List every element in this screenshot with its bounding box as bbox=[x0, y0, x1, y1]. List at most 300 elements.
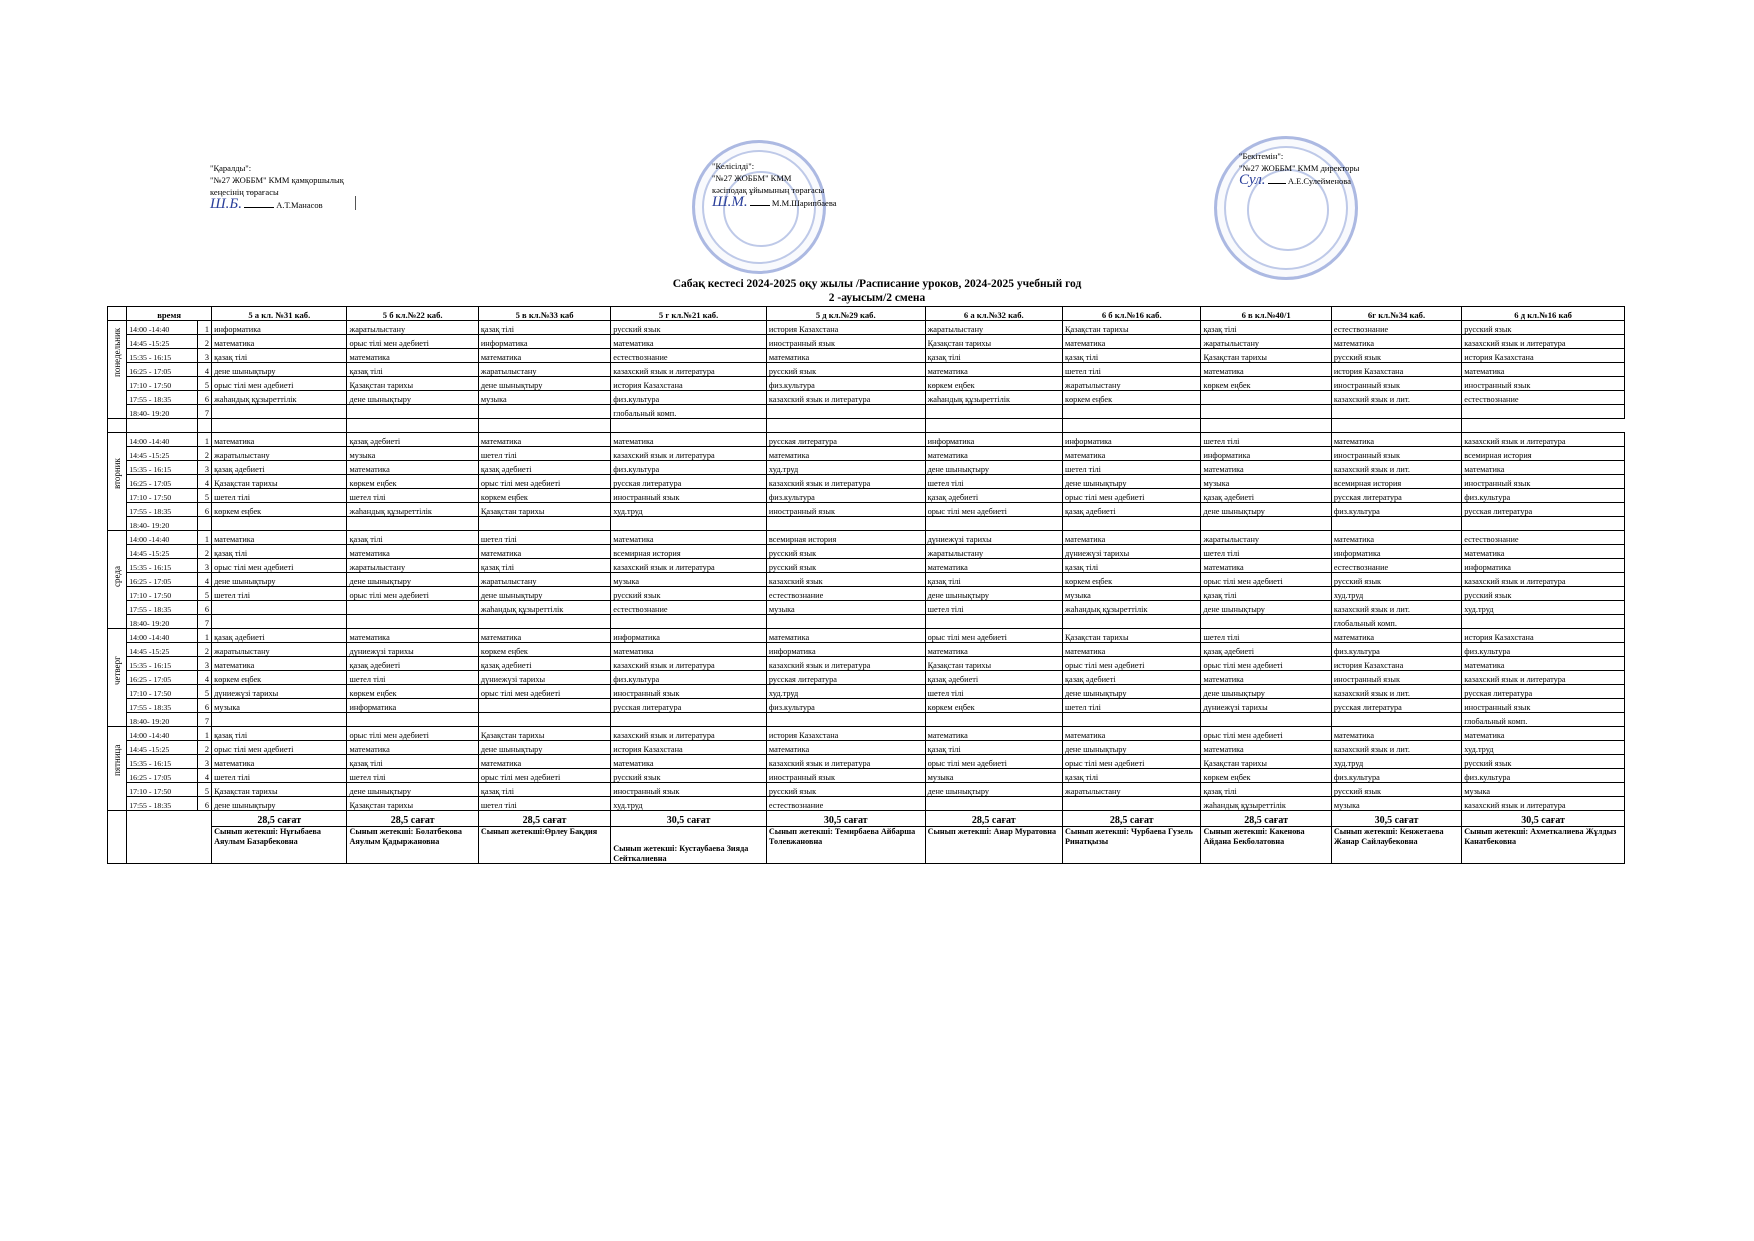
subject-cell: математика bbox=[212, 433, 347, 447]
subject-cell: шетел тілі bbox=[478, 531, 610, 545]
subject-cell: русский язык bbox=[766, 783, 925, 797]
subject-cell bbox=[766, 517, 925, 531]
subject-cell: история Казахстана bbox=[1331, 363, 1461, 377]
subject-cell: казахский язык и литература bbox=[611, 363, 767, 377]
subject-cell: естествознание bbox=[1462, 391, 1625, 405]
subject-cell: казахский язык и литература bbox=[766, 475, 925, 489]
signature-line bbox=[210, 198, 344, 211]
subject-cell: қазақ тілі bbox=[1063, 769, 1201, 783]
subject-cell: худ.труд bbox=[766, 685, 925, 699]
subject-cell: физ.культура bbox=[611, 671, 767, 685]
subject-cell: қазақ тілі bbox=[1201, 783, 1331, 797]
signature-line bbox=[1239, 174, 1359, 187]
subject-cell bbox=[611, 615, 767, 629]
subject-cell: қазақ тілі bbox=[478, 783, 610, 797]
subject-cell: русская литература bbox=[611, 475, 767, 489]
day-cell bbox=[108, 727, 127, 811]
subject-cell: жаратылыстану bbox=[478, 363, 610, 377]
subject-cell: казахский язык и литература bbox=[1462, 797, 1625, 811]
subject-cell: математика bbox=[766, 349, 925, 363]
title-line-2: 2 -ауысым/2 смена bbox=[828, 292, 926, 304]
subject-cell: Қазақстан тарихы bbox=[1063, 321, 1201, 335]
subject-cell bbox=[212, 601, 347, 615]
subject-cell: дүниежүзі тарихы bbox=[347, 643, 478, 657]
subject-cell: музыка bbox=[1201, 475, 1331, 489]
subject-cell bbox=[766, 405, 925, 419]
subject-cell: Қазақстан тарихы bbox=[1063, 629, 1201, 643]
subject-cell: математика bbox=[1201, 741, 1331, 755]
subject-cell: көркем еңбек bbox=[347, 475, 478, 489]
subject-cell: қазақ әдебиеті bbox=[212, 629, 347, 643]
class-header: 5 а кл. №31 каб. bbox=[212, 307, 347, 321]
class-teacher: Сынып жетекші: Ахметкалиева Жұлдыз Канатбековна bbox=[1462, 827, 1625, 864]
subject-cell: Қазақстан тарихы bbox=[347, 797, 478, 811]
subject-cell: математика bbox=[1063, 335, 1201, 349]
lesson-number: 2 bbox=[197, 335, 211, 349]
time-header: время bbox=[127, 307, 212, 321]
subject-cell: худ.труд bbox=[611, 503, 767, 517]
time-cell: 14:45 -15:25 bbox=[127, 335, 198, 349]
subject-cell: казахский язык и литература bbox=[1462, 573, 1625, 587]
subject-cell: Қазақстан тарихы bbox=[478, 727, 610, 741]
subject-cell: казахский язык и лит. bbox=[1331, 601, 1461, 615]
approval-line: кәсіподақ ұйымының төрағасы bbox=[712, 185, 825, 195]
subject-cell bbox=[925, 405, 1062, 419]
subject-cell: русская литература bbox=[766, 433, 925, 447]
subject-cell: көркем еңбек bbox=[1201, 769, 1331, 783]
approver-name: А.Е.Сулейменова bbox=[1287, 176, 1351, 186]
subject-cell: естествознание bbox=[766, 587, 925, 601]
day-label: пятница bbox=[112, 744, 123, 776]
subject-cell: қазақ тілі bbox=[212, 727, 347, 741]
time-cell: 18:40- 19:20 bbox=[127, 713, 198, 727]
subject-cell: қазақ тілі bbox=[347, 363, 478, 377]
signature: Ш.М. bbox=[712, 194, 748, 210]
subject-cell: қазақ тілі bbox=[478, 559, 610, 573]
schedule-body bbox=[108, 321, 1625, 811]
lesson-number: 5 bbox=[197, 489, 211, 503]
subject-cell: русский язык bbox=[1462, 321, 1625, 335]
subject-cell: қазақ әдебиеті bbox=[347, 657, 478, 671]
subject-cell: русский язык bbox=[1462, 587, 1625, 601]
subject-cell: дене шынықтыру bbox=[1201, 685, 1331, 699]
subject-cell: музыка bbox=[1331, 797, 1461, 811]
subject-cell: информатика bbox=[1462, 559, 1625, 573]
weekly-hours: 28,5 сағат bbox=[1201, 811, 1331, 827]
subject-cell: физ.культура bbox=[766, 377, 925, 391]
subject-cell: музыка bbox=[611, 573, 767, 587]
subject-cell: шетел тілі bbox=[212, 587, 347, 601]
class-header: 5 д кл.№29 каб. bbox=[766, 307, 925, 321]
subject-cell: русский язык bbox=[1462, 755, 1625, 769]
subject-cell: дене шынықтыру bbox=[212, 797, 347, 811]
time-cell: 15:35 - 16:15 bbox=[127, 461, 198, 475]
spacer-row bbox=[108, 419, 1625, 433]
subject-cell bbox=[478, 405, 610, 419]
lesson-number: 5 bbox=[197, 783, 211, 797]
header-row bbox=[108, 307, 1625, 321]
page-title bbox=[0, 277, 1754, 305]
subject-cell: математика bbox=[1201, 363, 1331, 377]
class-teacher: Сынып жетекші: Темирбаева Айбарша Толевжановна bbox=[766, 827, 925, 864]
subject-cell: шетел тілі bbox=[1201, 545, 1331, 559]
subject-cell: қазақ әдебиеті bbox=[1063, 503, 1201, 517]
class-teacher: Сынып жетекші: Анар Муратовна bbox=[925, 827, 1062, 864]
subject-cell: естествознание bbox=[766, 797, 925, 811]
subject-cell: глобальный комп. bbox=[1331, 615, 1461, 629]
subject-cell: математика bbox=[1462, 461, 1625, 475]
subject-cell: физ.культура bbox=[611, 461, 767, 475]
subject-cell: қазақ тілі bbox=[1063, 559, 1201, 573]
lesson-number: 3 bbox=[197, 559, 211, 573]
subject-cell: музыка bbox=[347, 447, 478, 461]
subject-cell: математика bbox=[611, 643, 767, 657]
subject-cell: худ.труд bbox=[611, 797, 767, 811]
subject-cell: дүниежүзі тарихы bbox=[925, 531, 1062, 545]
subject-cell: математика bbox=[478, 545, 610, 559]
weekly-hours: 30,5 сағат bbox=[1331, 811, 1461, 827]
time-cell: 14:45 -15:25 bbox=[127, 447, 198, 461]
subject-cell: математика bbox=[611, 433, 767, 447]
time-cell: 14:45 -15:25 bbox=[127, 545, 198, 559]
weekly-hours: 28,5 сағат bbox=[1063, 811, 1201, 827]
subject-cell: иностранный язык bbox=[766, 335, 925, 349]
approval-line: "Келісілді": bbox=[712, 161, 755, 171]
subject-cell: математика bbox=[347, 349, 478, 363]
time-cell: 15:35 - 16:15 bbox=[127, 657, 198, 671]
subject-cell: математика bbox=[1201, 559, 1331, 573]
subject-cell: қазақ тілі bbox=[1201, 587, 1331, 601]
time-cell: 14:00 -14:40 bbox=[127, 531, 198, 545]
time-cell: 14:00 -14:40 bbox=[127, 321, 198, 335]
lesson-row bbox=[108, 391, 1625, 405]
subject-cell: информатика bbox=[766, 643, 925, 657]
class-header: 6 в кл.№40/1 bbox=[1201, 307, 1331, 321]
subject-cell: жаратылыстану bbox=[347, 559, 478, 573]
subject-cell: музыка bbox=[1462, 783, 1625, 797]
day-label: понедельник bbox=[112, 327, 123, 377]
subject-cell: естествознание bbox=[1331, 321, 1461, 335]
time-cell: 16:25 - 17:05 bbox=[127, 671, 198, 685]
subject-cell: физ.культура bbox=[1462, 769, 1625, 783]
subject-cell: дүниежүзі тарихы bbox=[212, 685, 347, 699]
lesson-number: 3 bbox=[197, 755, 211, 769]
subject-cell: русский язык bbox=[1331, 783, 1461, 797]
subject-cell: орыс тілі мен әдебиеті bbox=[478, 685, 610, 699]
subject-cell: математика bbox=[1063, 531, 1201, 545]
subject-cell: шетел тілі bbox=[1063, 363, 1201, 377]
subject-cell: Қазақстан тарихы bbox=[212, 475, 347, 489]
subject-cell: математика bbox=[347, 545, 478, 559]
subject-cell: математика bbox=[925, 363, 1062, 377]
subject-cell: музыка bbox=[478, 391, 610, 405]
subject-cell: физ.культура bbox=[1331, 769, 1461, 783]
subject-cell: орыс тілі мен әдебиеті bbox=[347, 335, 478, 349]
lesson-row bbox=[108, 377, 1625, 391]
subject-cell: худ.труд bbox=[1462, 741, 1625, 755]
subject-cell: история Казахстана bbox=[766, 321, 925, 335]
subject-cell: дене шынықтыру bbox=[347, 783, 478, 797]
subject-cell: қазақ тілі bbox=[1201, 321, 1331, 335]
subject-cell: Қазақстан тарихы bbox=[212, 783, 347, 797]
subject-cell bbox=[1063, 615, 1201, 629]
subject-cell: қазақ әдебиеті bbox=[1201, 643, 1331, 657]
lesson-number: 5 bbox=[197, 377, 211, 391]
lesson-row bbox=[108, 335, 1625, 349]
time-cell: 17:55 - 18:35 bbox=[127, 797, 198, 811]
subject-cell: қазақ әдебиеті bbox=[1201, 489, 1331, 503]
subject-cell: дүниежүзі тарихы bbox=[1063, 545, 1201, 559]
lesson-row bbox=[108, 349, 1625, 363]
subject-cell: Қазақстан тарихы bbox=[925, 657, 1062, 671]
subject-cell: русская литература bbox=[1331, 699, 1461, 713]
subject-cell: математика bbox=[1331, 433, 1461, 447]
approval-line: кеңесінің төрағасы bbox=[210, 187, 279, 197]
subject-cell: қазақ әдебиеті bbox=[1063, 671, 1201, 685]
subject-cell: жаратылыстану bbox=[1063, 783, 1201, 797]
subject-cell: қазақ әдебиеті bbox=[925, 671, 1062, 685]
subject-cell bbox=[1462, 615, 1625, 629]
subject-cell: қазақ әдебиеті bbox=[212, 461, 347, 475]
subject-cell: казахский язык и литература bbox=[1462, 335, 1625, 349]
time-cell: 17:55 - 18:35 bbox=[127, 601, 198, 615]
subject-cell: казахский язык и литература bbox=[766, 755, 925, 769]
subject-cell: жаратылыстану bbox=[347, 321, 478, 335]
lesson-row bbox=[108, 657, 1625, 671]
subject-cell bbox=[1201, 517, 1331, 531]
subject-cell: математика bbox=[925, 447, 1062, 461]
subject-cell bbox=[1462, 517, 1625, 531]
time-cell: 17:55 - 18:35 bbox=[127, 503, 198, 517]
lesson-number: 3 bbox=[197, 657, 211, 671]
subject-cell: информатика bbox=[1063, 433, 1201, 447]
subject-cell: жаһандық құзыреттілік bbox=[478, 601, 610, 615]
subject-cell: казахский язык и литература bbox=[611, 447, 767, 461]
time-cell: 17:10 - 17:50 bbox=[127, 685, 198, 699]
lesson-row bbox=[108, 671, 1625, 685]
weekly-hours: 28,5 сағат bbox=[347, 811, 478, 827]
subject-cell: математика bbox=[1331, 335, 1461, 349]
subject-cell: орыс тілі мен әдебиеті bbox=[1063, 657, 1201, 671]
subject-cell: математика bbox=[347, 461, 478, 475]
subject-cell: всемирная история bbox=[611, 545, 767, 559]
subject-cell: русская литература bbox=[611, 699, 767, 713]
time-cell: 15:35 - 16:15 bbox=[127, 349, 198, 363]
lesson-number: 1 bbox=[197, 629, 211, 643]
subject-cell: математика bbox=[347, 629, 478, 643]
lesson-number: 6 bbox=[197, 601, 211, 615]
subject-cell: математика bbox=[1462, 727, 1625, 741]
class-teacher: Сынып жетекші: Кенжетаева Жанар Сайлаубековна bbox=[1331, 827, 1461, 864]
time-cell: 17:10 - 17:50 bbox=[127, 377, 198, 391]
subject-cell: иностранный язык bbox=[1331, 377, 1461, 391]
subject-cell: қазақ тілі bbox=[212, 545, 347, 559]
day-cell bbox=[108, 321, 127, 419]
subject-cell: иностранный язык bbox=[1331, 671, 1461, 685]
lesson-number: 5 bbox=[197, 685, 211, 699]
subject-cell: музыка bbox=[212, 699, 347, 713]
lesson-row bbox=[108, 769, 1625, 783]
lesson-number: 2 bbox=[197, 447, 211, 461]
approver-name: М.М.Шарипбаева bbox=[771, 198, 837, 208]
lesson-number: 6 bbox=[197, 797, 211, 811]
subject-cell: русский язык bbox=[766, 363, 925, 377]
subject-cell: история Казахстана bbox=[1462, 629, 1625, 643]
subject-cell: жаһандық құзыреттілік bbox=[1063, 601, 1201, 615]
subject-cell: дүниежүзі тарихы bbox=[478, 671, 610, 685]
subject-cell: глобальный комп. bbox=[611, 405, 767, 419]
subject-cell: қазақ әдебиеті bbox=[478, 461, 610, 475]
day-cell bbox=[108, 433, 127, 531]
day-label: среда bbox=[112, 565, 123, 587]
subject-cell: физ.культура bbox=[1462, 489, 1625, 503]
time-cell: 18:40- 19:20 bbox=[127, 517, 198, 531]
subject-cell bbox=[212, 405, 347, 419]
lesson-row bbox=[108, 503, 1625, 517]
subject-cell: всемирная история bbox=[1331, 475, 1461, 489]
lesson-number: 4 bbox=[197, 671, 211, 685]
subject-cell: математика bbox=[1462, 363, 1625, 377]
subject-cell bbox=[1331, 405, 1461, 419]
subject-cell bbox=[347, 405, 478, 419]
subject-cell: математика bbox=[611, 531, 767, 545]
hours-row bbox=[108, 811, 1625, 827]
day-label: вторник bbox=[112, 457, 123, 489]
lesson-row bbox=[108, 643, 1625, 657]
subject-cell: математика bbox=[212, 755, 347, 769]
lesson-row bbox=[108, 545, 1625, 559]
weekly-hours: 28,5 сағат bbox=[212, 811, 347, 827]
subject-cell: русская литература bbox=[1331, 489, 1461, 503]
signature: Ш.Б. bbox=[210, 196, 242, 212]
lesson-number: 7 bbox=[197, 713, 211, 727]
subject-cell: көркем еңбек bbox=[212, 503, 347, 517]
subject-cell: көркем еңбек bbox=[212, 671, 347, 685]
subject-cell: худ.труд bbox=[1462, 601, 1625, 615]
subject-cell: информатика bbox=[611, 629, 767, 643]
subject-cell: Қазақстан тарихы bbox=[478, 503, 610, 517]
time-cell: 17:10 - 17:50 bbox=[127, 587, 198, 601]
subject-cell: иностранный язык bbox=[611, 685, 767, 699]
lesson-number: 4 bbox=[197, 769, 211, 783]
day-label: четверг bbox=[112, 655, 123, 685]
subject-cell bbox=[1201, 615, 1331, 629]
subject-cell bbox=[478, 699, 610, 713]
class-teacher: Сынып жетекші: Кустаубаева Зияда Сейткалиевна bbox=[611, 827, 767, 864]
subject-cell: математика bbox=[925, 643, 1062, 657]
time-cell: 15:35 - 16:15 bbox=[127, 755, 198, 769]
subject-cell bbox=[347, 615, 478, 629]
subject-cell: русский язык bbox=[611, 769, 767, 783]
subject-cell: дене шынықтыру bbox=[925, 783, 1062, 797]
subject-cell: музыка bbox=[925, 769, 1062, 783]
subject-cell: русский язык bbox=[766, 545, 925, 559]
subject-cell bbox=[611, 713, 767, 727]
subject-cell: көркем еңбек bbox=[925, 377, 1062, 391]
subject-cell: естествознание bbox=[611, 601, 767, 615]
subject-cell: всемирная история bbox=[766, 531, 925, 545]
subject-cell bbox=[212, 615, 347, 629]
subject-cell bbox=[347, 713, 478, 727]
subject-cell: музыка bbox=[766, 601, 925, 615]
subject-cell: шетел тілі bbox=[1063, 699, 1201, 713]
subject-cell: математика bbox=[1331, 629, 1461, 643]
time-cell: 18:40- 19:20 bbox=[127, 405, 198, 419]
subject-cell: иностранный язык bbox=[611, 489, 767, 503]
subject-cell: орыс тілі мен әдебиеті bbox=[212, 377, 347, 391]
subject-cell: естествознание bbox=[1331, 559, 1461, 573]
subject-cell: информатика bbox=[1331, 545, 1461, 559]
time-cell: 14:00 -14:40 bbox=[127, 727, 198, 741]
subject-cell: математика bbox=[478, 349, 610, 363]
subject-cell: орыс тілі мен әдебиеті bbox=[212, 559, 347, 573]
lesson-row bbox=[108, 587, 1625, 601]
subject-cell: иностранный язык bbox=[1462, 475, 1625, 489]
subject-cell: көркем еңбек bbox=[1063, 573, 1201, 587]
subject-cell: иностранный язык bbox=[1462, 377, 1625, 391]
subject-cell: орыс тілі мен әдебиеті bbox=[347, 587, 478, 601]
subject-cell: Қазақстан тарихы bbox=[1201, 349, 1331, 363]
subject-cell bbox=[766, 615, 925, 629]
subject-cell: худ.труд bbox=[1331, 755, 1461, 769]
subject-cell: математика bbox=[766, 741, 925, 755]
subject-cell: дүниежүзі тарихы bbox=[1201, 699, 1331, 713]
subject-cell: дене шынықтыру bbox=[1201, 503, 1331, 517]
subject-cell: жаратылыстану bbox=[1201, 531, 1331, 545]
time-cell: 17:10 - 17:50 bbox=[127, 489, 198, 503]
subject-cell: дене шынықтыру bbox=[1063, 475, 1201, 489]
subject-cell: орыс тілі мен әдебиеті bbox=[478, 475, 610, 489]
subject-cell: орыс тілі мен әдебиеті bbox=[1063, 489, 1201, 503]
teachers-row bbox=[108, 827, 1625, 864]
subject-cell: естествознание bbox=[1462, 531, 1625, 545]
subject-cell: математика bbox=[347, 741, 478, 755]
lesson-row bbox=[108, 755, 1625, 769]
subject-cell: информатика bbox=[212, 321, 347, 335]
subject-cell: орыс тілі мен әдебиеті bbox=[925, 629, 1062, 643]
time-cell: 16:25 - 17:05 bbox=[127, 769, 198, 783]
time-cell: 18:40- 19:20 bbox=[127, 615, 198, 629]
subject-cell: казахский язык и лит. bbox=[1331, 461, 1461, 475]
subject-cell: русский язык bbox=[1331, 573, 1461, 587]
subject-cell: орыс тілі мен әдебиеті bbox=[1201, 657, 1331, 671]
lesson-number: 1 bbox=[197, 531, 211, 545]
subject-cell: русский язык bbox=[611, 321, 767, 335]
lesson-number: 7 bbox=[197, 615, 211, 629]
class-header: 6 а кл.№32 каб. bbox=[925, 307, 1062, 321]
subject-cell: жаһандық құзыреттілік bbox=[212, 391, 347, 405]
subject-cell: шетел тілі bbox=[1201, 629, 1331, 643]
subject-cell: қазақ тілі bbox=[347, 755, 478, 769]
subject-cell: казахский язык и литература bbox=[611, 559, 767, 573]
lesson-number: 3 bbox=[197, 349, 211, 363]
subject-cell: математика bbox=[1201, 461, 1331, 475]
subject-cell bbox=[1063, 797, 1201, 811]
subject-cell: қазақ тілі bbox=[1063, 349, 1201, 363]
subject-cell: қазақ тілі bbox=[925, 741, 1062, 755]
subject-cell: математика bbox=[1462, 545, 1625, 559]
lesson-number: 6 bbox=[197, 391, 211, 405]
subject-cell: орыс тілі мен әдебиеті bbox=[1201, 727, 1331, 741]
subject-cell: шетел тілі bbox=[478, 797, 610, 811]
class-teacher: Сынып жетекші: Какенова Айдана Бекболатовна bbox=[1201, 827, 1331, 864]
subject-cell bbox=[1063, 405, 1201, 419]
lesson-row bbox=[108, 601, 1625, 615]
subject-cell: математика bbox=[478, 433, 610, 447]
subject-cell: шетел тілі bbox=[925, 601, 1062, 615]
subject-cell: жаратылыстану bbox=[212, 643, 347, 657]
lesson-row bbox=[108, 475, 1625, 489]
